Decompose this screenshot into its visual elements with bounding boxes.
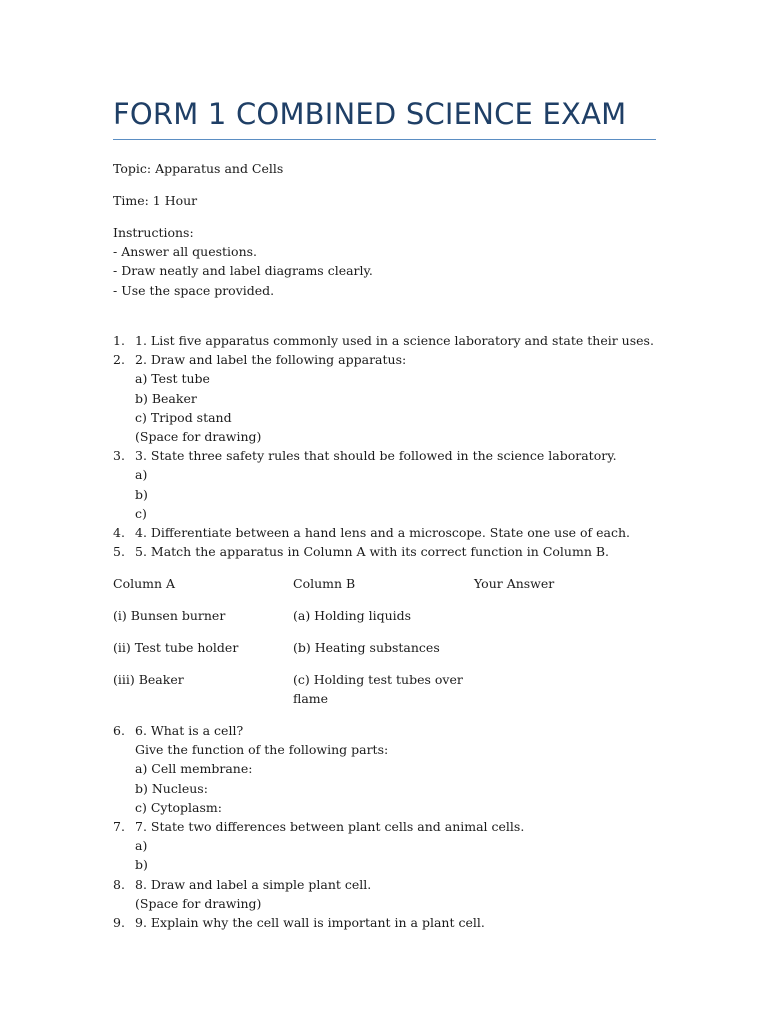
column-b-header: Column B [293,576,356,591]
time-line: Time: 1 Hour [113,193,198,208]
question-text: 9. Explain why the cell wall is important in a plant cell. [135,915,485,931]
question-number: 4. [113,525,125,541]
match-table-row [113,670,656,718]
title-underline [113,139,656,140]
question-subline: b) Beaker [135,390,197,406]
question-number: 5. [113,544,125,560]
question-item [113,721,524,817]
question-subline: a) [135,467,148,483]
question-item [113,523,654,542]
match-table-row [113,606,656,638]
question-subline: Give the function of the following parts: [135,742,389,758]
column-a-cell: (i) Bunsen burner [113,608,226,623]
question-text: 3. State three safety rules that should be followed in the science laboratory. [135,448,617,464]
question-number: 9. [113,915,125,931]
question-text: 7. State two differences between plant cells and animal cells. [135,819,525,835]
question-number: 8. [113,876,125,892]
question-item [113,542,654,561]
match-table-row [113,638,656,670]
question-subline: b) [135,857,148,873]
question-text: 1. List five apparatus commonly used in a science laboratory and state their uses. [135,333,654,348]
question-item [113,446,654,523]
question-subline: a) [135,838,148,854]
question-item [113,817,524,875]
question-item [113,913,524,932]
question-item [113,331,654,350]
question-subline: (Space for drawing) [135,895,262,911]
question-text: 2. Draw and label the following apparatus: [135,352,407,368]
column-b-cell: (b) Heating substances [293,640,440,655]
instruction-line: - Use the space provided. [113,283,275,298]
question-subline: a) Test tube [135,371,210,387]
question-subline: c) Cytoplasm: [135,799,222,815]
question-subline: c) [135,505,147,521]
question-item [113,875,524,913]
column-a-cell: (iii) Beaker [113,672,184,687]
question-subline: b) Nucleus: [135,780,208,796]
match-table-header-row [113,574,656,606]
question-text: 8. Draw and label a simple plant cell. [135,876,372,892]
question-text: 6. What is a cell? [135,723,244,738]
instructions-heading: Instructions: [113,225,194,240]
question-text: 5. Match the apparatus in Column A with its correct function in Column B. [135,544,609,560]
question-number: 1. [113,333,125,348]
topic-line: Topic: Apparatus and Cells [113,161,284,176]
page-title: FORM 1 COMBINED SCIENCE EXAM [113,97,627,131]
question-list-part2 [113,721,524,932]
question-list-part1 [113,331,654,561]
column-b-cell: (a) Holding liquids [293,608,412,623]
column-a-header: Column A [113,576,176,591]
question-subline: a) Cell membrane: [135,761,253,777]
column-b-cell: (c) Holding test tubes over flame [293,672,463,706]
question-number: 3. [113,448,125,464]
question-subline: c) Tripod stand [135,409,232,425]
question-number: 7. [113,819,125,835]
question-text: 4. Differentiate between a hand lens and a microscope. State one use of each. [135,525,630,541]
question-number: 2. [113,352,125,368]
column-a-cell: (ii) Test tube holder [113,640,239,655]
match-table [113,574,656,718]
instruction-line: - Answer all questions. [113,244,258,259]
question-number: 6. [113,723,125,738]
instruction-line: - Draw neatly and label diagrams clearly. [113,263,373,278]
question-subline: b) [135,486,148,502]
question-subline: (Space for drawing) [135,429,262,445]
your-answer-header: Your Answer [474,576,555,591]
question-item [113,350,654,446]
